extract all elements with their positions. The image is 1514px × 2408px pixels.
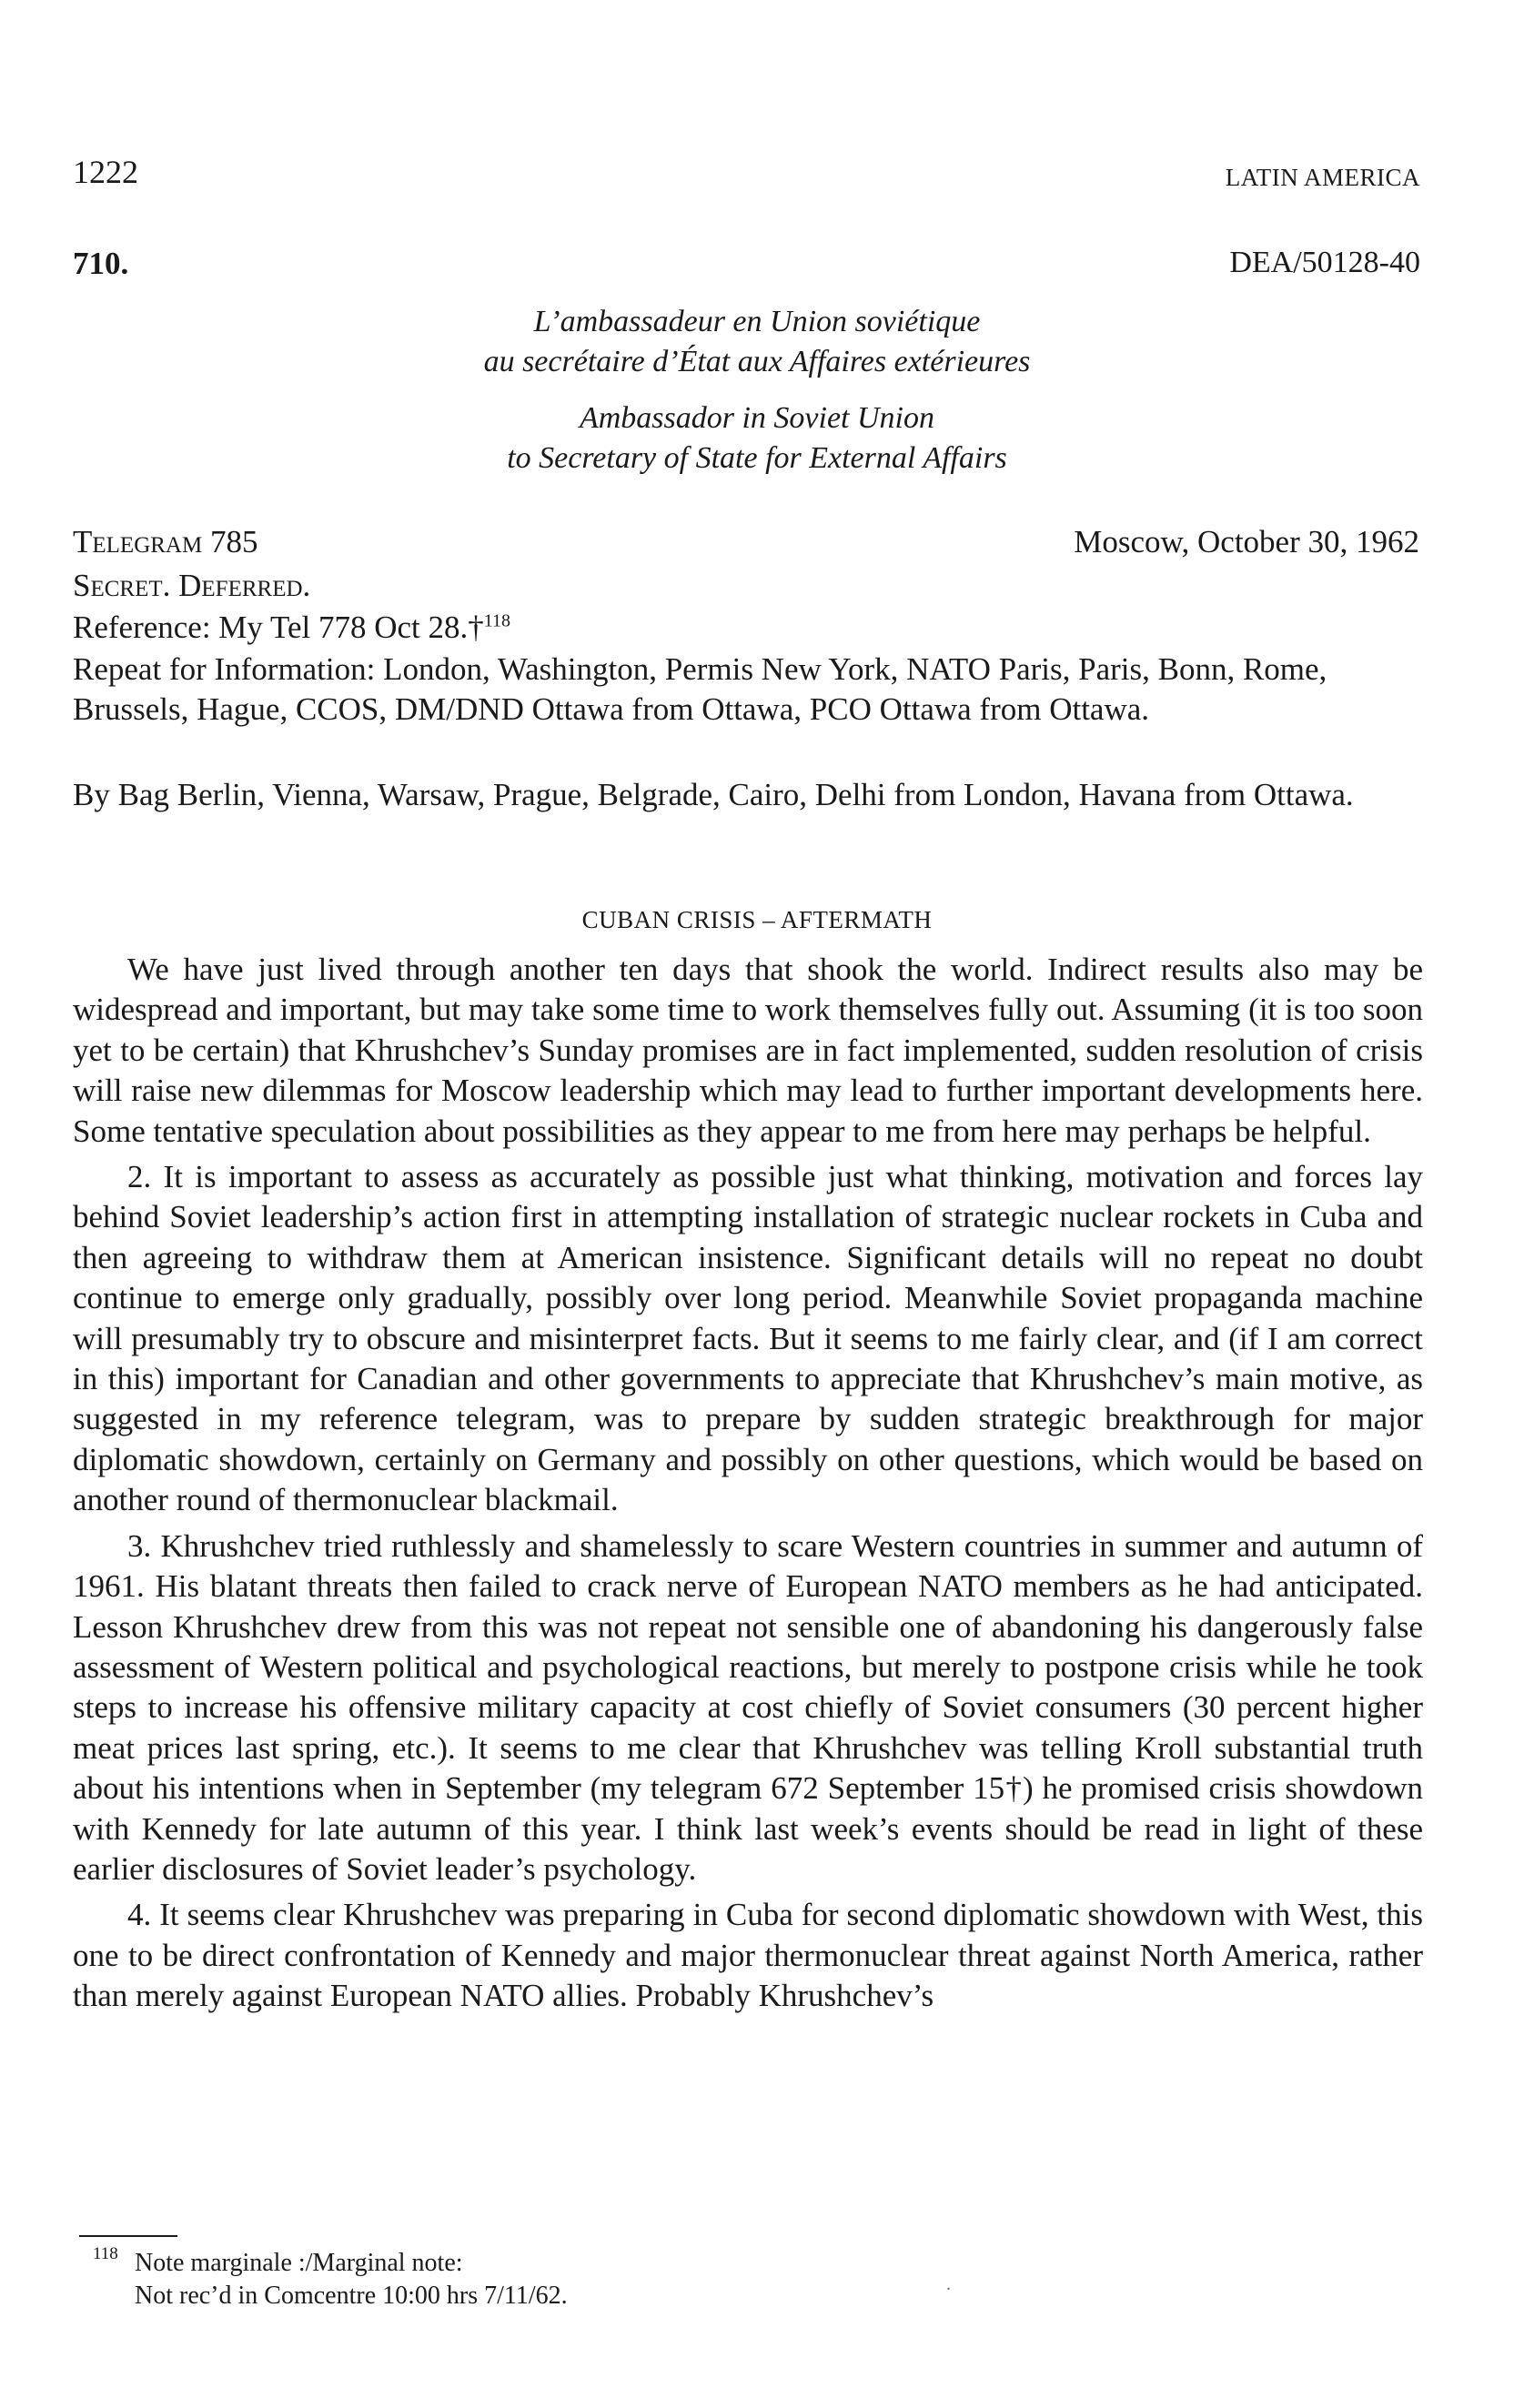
telegram-body bbox=[73, 950, 1423, 2022]
footnote-line-1: Note marginale :/Marginal note: bbox=[135, 2249, 463, 2277]
heading-english bbox=[0, 398, 1514, 479]
paragraph-4: 4. It seems clear Khrushchev was preparing in Cuba for second diplomatic showdown with West, this one to be direct confrontation of Kennedy and major thermonuclear threat against North America, rather than merely against European NATO allies. Probably Khrushchev’s bbox=[73, 1897, 1423, 2014]
heading-fr-line-2: au secrétaire d’État aux Affaires extérieures bbox=[483, 345, 1031, 378]
file-reference: DEA/50128-40 bbox=[1229, 246, 1420, 279]
paragraph-1: We have just lived through another ten days that shook the world. Indirect results also may be widespread and important, but may take some time to work themselves fully out. Assuming (it is too soon yet to be certain) that Khrushchev’s Sunday promises are in fact implemented, sudden resolution of crisis will raise new dilemmas for Moscow leadership which may lead to further important developments here. Some tentative speculation about possibilities as they appear to me from here may perhaps be helpful. bbox=[73, 952, 1423, 1149]
heading-fr-line-1: L’ambassadeur en Union soviétique bbox=[533, 305, 981, 338]
telegram-line bbox=[73, 524, 1419, 560]
classification: Secret. Deferred. bbox=[73, 568, 311, 603]
footnote bbox=[93, 2244, 568, 2312]
scan-speck: . bbox=[946, 2274, 951, 2294]
page-number: 1222 bbox=[73, 154, 138, 190]
document-number: 710. bbox=[73, 246, 129, 281]
reference-text: Reference: My Tel 778 Oct 28.† bbox=[73, 610, 484, 645]
paragraph-2: 2. It is important to assess as accurately as possible just what thinking, motivation and forces lay behind Soviet leadership’s action first in attempting installation of strategic nuclear rockets in Cuba and then agreeing to withdraw them at American insistence. Significant details will no repeat no doubt continue to emerge only gradually, possibly over long period. Meanwhile Soviet propaganda machine will presumably try to obscure and misinterpret facts. But it seems to me fairly clear, and (if I am correct in this) important for Canadian and other governments to appreciate that Khrushchev’s main motive, as suggested in my reference telegram, was to prepare by sudden strategic breakthrough for major diplomatic showdown, certainly on Germany and possibly on other questions, which would be based on another round of thermonuclear blackmail. bbox=[73, 1159, 1423, 1518]
footnote-mark: 118 bbox=[93, 2244, 118, 2263]
heading-french bbox=[0, 302, 1514, 382]
by-bag: By Bag Berlin, Vienna, Warsaw, Prague, Belgrade, Cairo, Delhi from London, Havana from Ottawa. bbox=[73, 777, 1354, 812]
reference-line bbox=[73, 608, 1423, 648]
repeat-for-information: Repeat for Information: London, Washington, Permis New York, NATO Paris, Paris, Bonn, Rome, Brussels, Hague, CCOS, DM/DND Ottawa from Ottawa, PCO Ottawa from Ottawa. bbox=[73, 651, 1327, 727]
footnote-rule bbox=[79, 2235, 177, 2237]
telegram-number: Telegram 785 bbox=[73, 524, 258, 559]
reference-footnote-mark: 118 bbox=[483, 610, 511, 631]
running-head: LATIN AMERICA bbox=[1225, 164, 1420, 191]
heading-en-line-1: Ambassador in Soviet Union bbox=[579, 401, 935, 435]
footnote-line-2: Not rec’d in Comcentre 10:00 hrs 7/11/62. bbox=[135, 2282, 568, 2310]
section-title: CUBAN CRISIS – AFTERMATH bbox=[581, 906, 933, 933]
paragraph-3: 3. Khrushchev tried ruthlessly and shamelessly to scare Western countries in summer and autumn of 1961. His blatant threats then failed to crack nerve of European NATO members as he had anticipated. Lesson Khrushchev drew from this was not repeat not sensible one of abandoning his dangerously false assessment of Western political and psychological reactions, but merely to postpone crisis while he took steps to increase his offensive military capacity at cost chiefly of Soviet consumers (30 percent higher meat prices last spring, etc.). It seems to me clear that Khrushchev was telling Kroll substantial truth about his intentions when in September (my telegram 672 September 15†) he promised crisis showdown with Kennedy for late autumn of this year. I think last week’s events should be read in light of these earlier disclosures of Soviet leader’s psychology. bbox=[73, 1527, 1423, 1887]
heading-en-line-2: to Secretary of State for External Affairs bbox=[507, 441, 1007, 475]
place-date: Moscow, October 30, 1962 bbox=[1074, 524, 1419, 559]
